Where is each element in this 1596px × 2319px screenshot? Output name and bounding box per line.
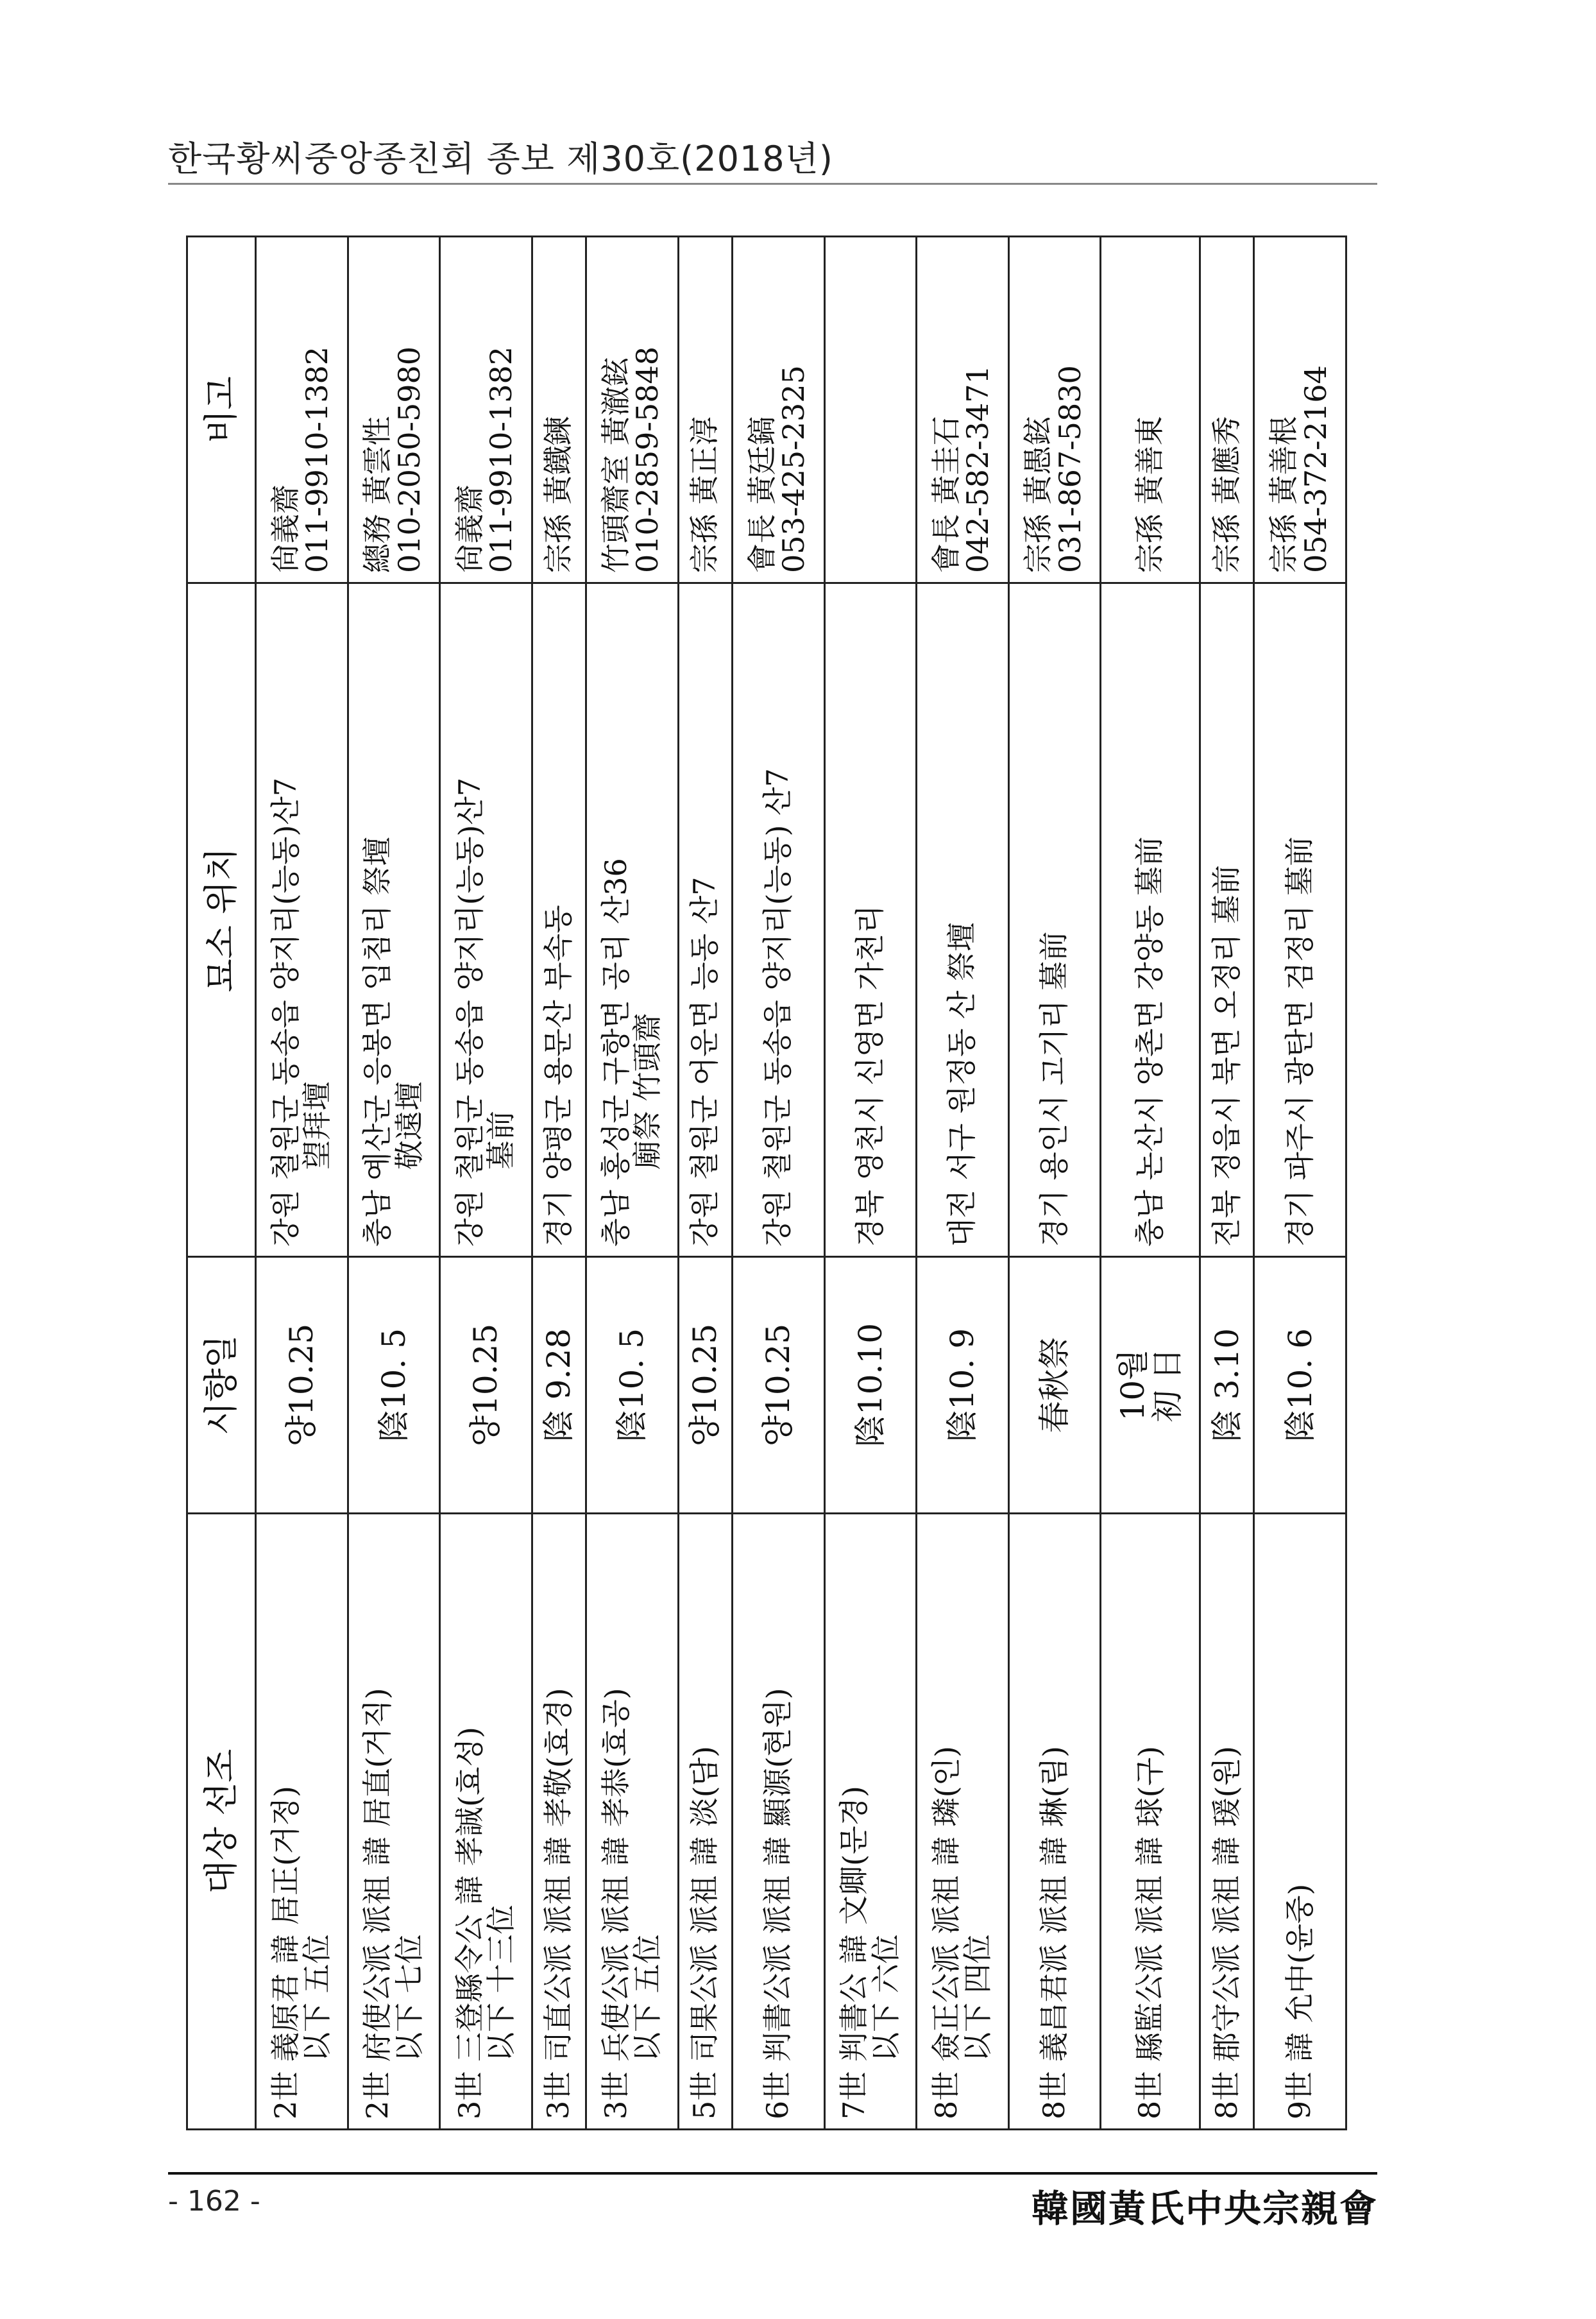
cell-date <box>824 1257 917 1514</box>
table-row <box>348 237 440 2130</box>
cell-ancestor <box>678 1514 733 2130</box>
cell-location <box>1101 583 1200 1257</box>
cell-date <box>678 1257 733 1514</box>
cell-location-line: 廟祭 竹頭齋 <box>630 1013 665 1170</box>
cell-location <box>348 583 440 1257</box>
cell-location <box>1254 583 1346 1257</box>
table-row <box>917 237 1009 2130</box>
footer-divider <box>168 2172 1377 2175</box>
column-header-location: 묘소 위치 <box>187 583 256 1257</box>
cell-note-line: 宗孫 黃善東 <box>1132 416 1167 573</box>
ancestral-rite-table <box>186 235 1347 2130</box>
cell-ancestor-line: 6世 判書公派 派祖 諱 顯源(현원) <box>760 1688 795 2119</box>
table-row <box>440 237 532 2130</box>
cell-note-line: 054-372-2164 <box>1298 365 1333 573</box>
table-row <box>678 237 733 2130</box>
cell-location-line: 충남 예산군 응봉면 입침리 祭壇 <box>360 836 395 1247</box>
column-header-ancestor: 대상 선조 <box>187 1514 256 2130</box>
cell-ancestor <box>917 1514 1009 2130</box>
cell-ancestor <box>824 1514 917 2130</box>
cell-ancestor <box>1101 1514 1200 2130</box>
cell-location <box>586 583 679 1257</box>
table-row <box>1254 237 1346 2130</box>
cell-date <box>256 1257 348 1514</box>
cell-note-line: 宗孫 黃應秀 <box>1209 416 1244 573</box>
cell-note-line: 尙義齋 <box>452 484 487 573</box>
cell-location-line: 敬遠壇 <box>391 1081 427 1170</box>
cell-note-line: 053-425-2325 <box>776 365 811 573</box>
cell-location-line: 충남 논산시 양촌면 강양동 墓前 <box>1132 836 1167 1247</box>
cell-date <box>1008 1257 1101 1514</box>
table-row <box>1200 237 1254 2130</box>
cell-location-line: 강원 철원군 동송읍 양지리(능동) 산7 <box>760 768 795 1247</box>
cell-location <box>678 583 733 1257</box>
cell-ancestor-line: 5世 司果公派 派祖 諱 淡(담) <box>687 1745 722 2119</box>
cell-date <box>532 1257 586 1514</box>
cell-note <box>1200 237 1254 583</box>
cell-ancestor-line: 7世 判書公 諱 文卿(문경) <box>836 1786 872 2119</box>
cell-note <box>532 237 586 583</box>
cell-location-line: 충남 홍성군 구항면 공리 산36 <box>598 858 633 1247</box>
page-number: - 162 - <box>168 2185 260 2218</box>
cell-location-line: 강원 철원군 동송읍 양지리(능동)산7 <box>267 777 303 1247</box>
cell-note <box>586 237 679 583</box>
cell-note-line: 會長 黃圭石 <box>928 416 964 573</box>
cell-note <box>1008 237 1101 583</box>
table-body <box>256 237 1346 2130</box>
column-header-date: 시향일 <box>187 1257 256 1514</box>
cell-ancestor <box>532 1514 586 2130</box>
cell-location <box>733 583 825 1257</box>
cell-date-line: 陰10.10 <box>851 1322 889 1448</box>
cell-date-line: 初 日 <box>1148 1348 1186 1423</box>
cell-ancestor <box>1008 1514 1101 2130</box>
cell-note <box>348 237 440 583</box>
table-row <box>824 237 917 2130</box>
cell-ancestor <box>1200 1514 1254 2130</box>
cell-location-line: 경기 용인시 고기리 墓前 <box>1036 931 1071 1247</box>
cell-date <box>917 1257 1009 1514</box>
cell-ancestor <box>733 1514 825 2130</box>
cell-note <box>1101 237 1200 583</box>
cell-note-line: 011-9910-1382 <box>484 346 519 573</box>
cell-date <box>733 1257 825 1514</box>
table-row <box>1101 237 1200 2130</box>
cell-location-line: 전북 정읍시 북면 오정리 墓前 <box>1209 865 1244 1247</box>
cell-note <box>824 237 917 583</box>
cell-date <box>348 1257 440 1514</box>
cell-location <box>532 583 586 1257</box>
cell-note <box>1254 237 1346 583</box>
cell-ancestor <box>256 1514 348 2130</box>
cell-note <box>440 237 532 583</box>
cell-location <box>917 583 1009 1257</box>
table-row <box>256 237 348 2130</box>
cell-location-line: 강원 철원군 동송읍 양지리(능동)산7 <box>452 777 487 1247</box>
cell-ancestor-line: 以下 五位 <box>300 1934 335 2062</box>
cell-note-line: 總務 黃雲性 <box>360 416 395 573</box>
cell-note-line: 宗孫 黃正淳 <box>687 416 722 573</box>
cell-ancestor-line: 8世 義昌君派 派祖 諱 琳(림) <box>1036 1745 1071 2119</box>
page-header-title: 한국황씨중앙종친회 종보 제30호(2018년) <box>168 139 833 179</box>
cell-date <box>440 1257 532 1514</box>
header-divider <box>168 183 1377 185</box>
cell-location-line: 강원 철원군 어운면 능동 산7 <box>687 877 722 1247</box>
cell-ancestor <box>586 1514 679 2130</box>
cell-note <box>256 237 348 583</box>
cell-ancestor <box>348 1514 440 2130</box>
cell-ancestor-line: 8世 縣監公派 派祖 諱 球(구) <box>1132 1745 1167 2119</box>
cell-ancestor-line: 以下 六位 <box>868 1934 903 2062</box>
cell-ancestor-line: 2世 府使公派 派祖 諱 居直(거직) <box>360 1688 395 2119</box>
cell-date-line: 春秋祭 <box>1035 1337 1073 1433</box>
cell-note-line: 010-2859-5848 <box>630 346 665 573</box>
cell-date-line: 양10.25 <box>686 1323 724 1447</box>
cell-note-line: 宗孫 黃愚鉉 <box>1021 416 1056 573</box>
cell-note-line: 竹頭齋室 黃澈鉉 <box>598 357 633 573</box>
cell-location <box>1200 583 1254 1257</box>
cell-ancestor-line: 2世 義原君 諱 居正(거정) <box>267 1786 303 2119</box>
cell-note-line: 010-2050-5980 <box>391 346 427 573</box>
table-row <box>586 237 679 2130</box>
cell-note-line: 會長 黃廷鎬 <box>744 416 779 573</box>
cell-ancestor-line: 3世 三登縣令公 諱 孝誠(효성) <box>452 1727 487 2119</box>
cell-note-line: 尙義齋 <box>267 484 303 573</box>
cell-note-line: 042-582-3471 <box>960 365 996 573</box>
cell-date-line: 陰 3.10 <box>1208 1328 1246 1442</box>
cell-note <box>733 237 825 583</box>
table-row <box>733 237 825 2130</box>
cell-location-line: 墓前 <box>484 1111 519 1170</box>
organization-name: 韓國黃氏中央宗親會 <box>1031 2187 1378 2230</box>
column-header-note: 비고 <box>187 237 256 583</box>
cell-date <box>1101 1257 1200 1514</box>
table-header-row <box>187 237 256 2130</box>
cell-note <box>678 237 733 583</box>
cell-date <box>1254 1257 1346 1514</box>
cell-date-line: 양10.25 <box>760 1323 797 1447</box>
cell-date-line: 陰10. 9 <box>944 1328 981 1442</box>
cell-date <box>586 1257 679 1514</box>
cell-ancestor-line: 3世 司直公派 派祖 諱 孝敬(효경) <box>541 1688 576 2119</box>
cell-date-line: 陰10. 5 <box>613 1328 651 1442</box>
cell-location-line: 望拜壇 <box>300 1081 335 1170</box>
cell-note-line: 宗孫 黃鐵鍊 <box>541 416 576 573</box>
cell-location-line: 경북 영천시 신영면 가천리 <box>852 905 887 1247</box>
cell-ancestor <box>1254 1514 1346 2130</box>
cell-ancestor-line: 以下 七位 <box>391 1934 427 2062</box>
cell-ancestor-line: 8世 僉正公派 派祖 諱 璘(인) <box>928 1745 964 2119</box>
cell-ancestor-line: 3世 兵使公派 派祖 諱 孝恭(효공) <box>598 1688 633 2119</box>
cell-date-line: 양10.25 <box>467 1323 505 1447</box>
cell-location <box>1008 583 1101 1257</box>
cell-location <box>256 583 348 1257</box>
rotated-table-container <box>186 237 1347 2130</box>
cell-date-line: 陰 9.28 <box>540 1328 578 1442</box>
cell-location <box>824 583 917 1257</box>
cell-location-line: 경기 양평군 용문산 부속동 <box>541 905 576 1247</box>
cell-note-line: 宗孫 黃善根 <box>1266 416 1301 573</box>
cell-location <box>440 583 532 1257</box>
cell-date-line: 陰10. 5 <box>375 1328 412 1442</box>
cell-date <box>1200 1257 1254 1514</box>
cell-ancestor-line: 9世 諱 允中(윤중) <box>1282 1883 1317 2119</box>
table-row <box>1008 237 1101 2130</box>
cell-note-line: 011-9910-1382 <box>300 346 335 573</box>
cell-ancestor <box>440 1514 532 2130</box>
cell-ancestor-line: 以下 四位 <box>960 1934 996 2062</box>
cell-ancestor-line: 8世 郡守公派 派祖 諱 瑗(원) <box>1209 1745 1244 2119</box>
cell-ancestor-line: 以下 五位 <box>630 1934 665 2062</box>
table-row <box>532 237 586 2130</box>
cell-location-line: 대전 서구 원정동 산 祭壇 <box>944 922 980 1247</box>
cell-ancestor-line: 以下 十三位 <box>484 1904 519 2062</box>
cell-date-line: 10월 <box>1114 1349 1151 1421</box>
cell-date-line: 陰10. 6 <box>1281 1328 1319 1442</box>
cell-date-line: 양10.25 <box>283 1323 321 1447</box>
cell-location-line: 경기 파주시 광탄면 검정리 墓前 <box>1282 836 1317 1247</box>
cell-note <box>917 237 1009 583</box>
cell-note-line: 031-867-5830 <box>1052 365 1087 573</box>
